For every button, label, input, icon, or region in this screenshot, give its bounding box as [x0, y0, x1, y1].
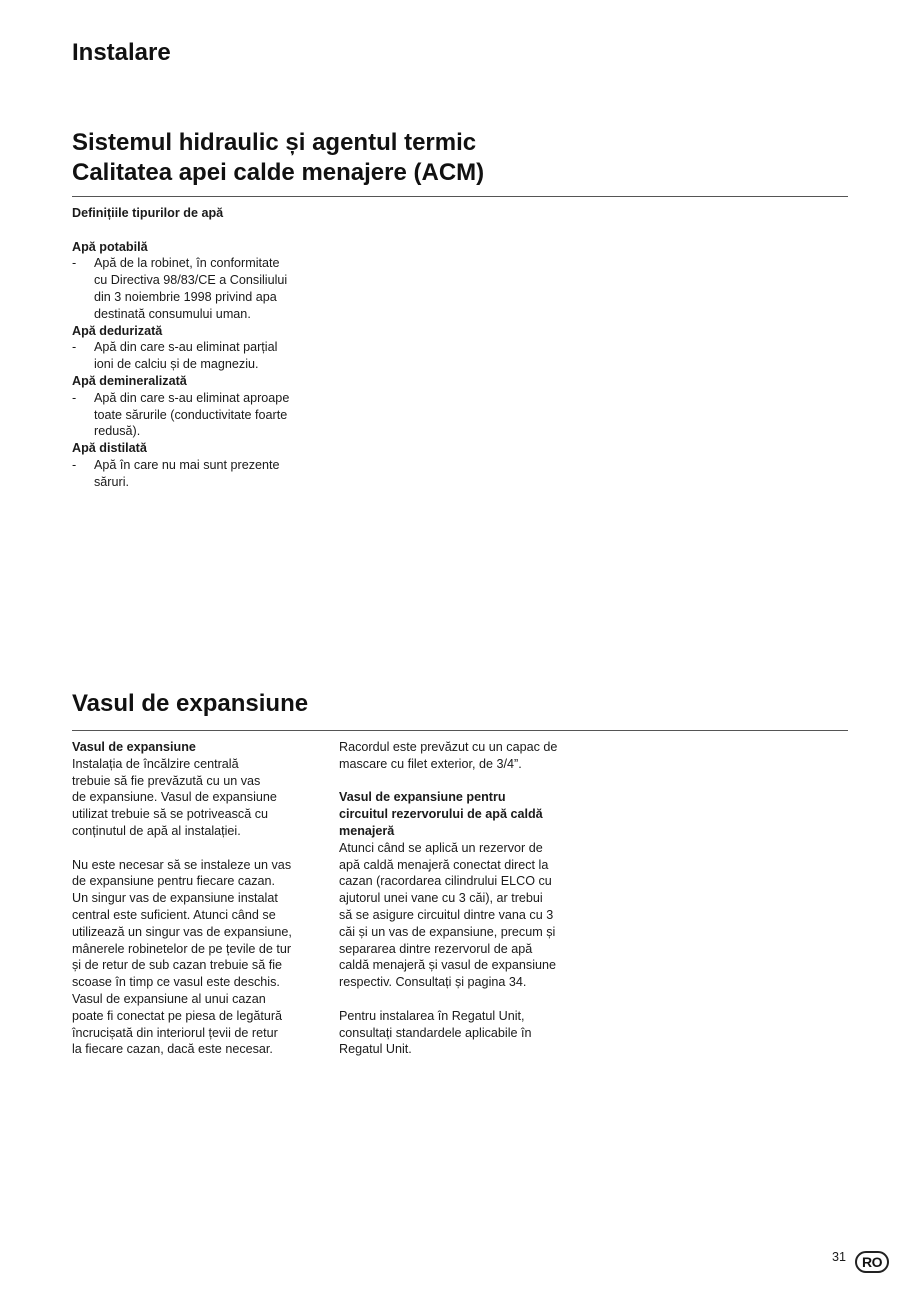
section-divider	[72, 730, 848, 731]
text-line: Regatul Unit.	[339, 1042, 412, 1057]
page-header-title: Instalare	[72, 39, 171, 66]
text-line: Vasul de expansiune pentru	[339, 790, 506, 805]
water-type-name: Apă distilată	[72, 441, 147, 456]
desc-line: Apă de la robinet, în conformitate	[94, 256, 280, 271]
section-title-hydraulic: Sistemul hidraulic și agentul termic	[72, 129, 477, 156]
text-line: utilizează un singur vas de expansiune,	[72, 924, 292, 939]
language-badge: RO	[855, 1251, 889, 1273]
text-line: Pentru instalarea în Regatul Unit,	[339, 1008, 525, 1023]
desc-line: săruri.	[94, 474, 129, 489]
section-title-water-quality: Calitatea apei calde menajere (ACM)	[72, 159, 485, 186]
text-line: ajutorul unei vane cu 3 căi), ar trebui	[339, 891, 543, 906]
text-line: Un singur vas de expansiune instalat	[72, 891, 278, 906]
desc-line: toate sărurile (conductivitate foarte	[94, 407, 288, 422]
expansion-column-right	[339, 739, 591, 1058]
section-divider	[72, 196, 848, 197]
list-dash: -	[72, 457, 77, 472]
paragraph	[72, 756, 324, 840]
text-line: să se asigure circuitul dintre vana cu 3	[339, 907, 554, 922]
text-line: consultați standardele aplicabile în	[339, 1025, 532, 1040]
desc-line: destinată consumului uman.	[94, 306, 251, 321]
text-line: căi și un vas de expansiune, precum și	[339, 924, 556, 939]
text-line: trebuie să fie prevăzută cu un vas	[72, 773, 261, 788]
text-line: caldă menajeră și vasul de expansiune	[339, 958, 557, 973]
text-line: respectiv. Consultați și pagina 34.	[339, 975, 527, 990]
text-line: Instalația de încălzire centrală	[72, 756, 239, 771]
text-line: la fiecare cazan, dacă este necesar.	[72, 1042, 273, 1057]
text-line: conținutul de apă al instalației.	[72, 823, 241, 838]
water-type-name: Apă potabilă	[72, 239, 148, 254]
text-line: încrucișată din interiorul țevii de retur	[72, 1025, 278, 1040]
water-type-description	[72, 255, 324, 322]
paragraph	[72, 857, 324, 1059]
expansion-heading: Vasul de expansiune	[72, 740, 196, 754]
text-line: Racordul este prevăzut cu un capac de	[339, 740, 558, 754]
text-line: cazan (racordarea cilindrului ELCO cu	[339, 874, 552, 889]
text-line: mascare cu filet exterior, de 3/4”.	[339, 756, 522, 771]
text-line: de expansiune. Vasul de expansiune	[72, 790, 277, 805]
text-line: utilizat trebuie să se potrivească cu	[72, 807, 269, 822]
paragraph	[339, 840, 591, 991]
text-line: poate fi conectat pe piesa de legătură	[72, 1008, 283, 1023]
text-line: apă caldă menajeră conectat direct la	[339, 857, 549, 872]
list-dash: -	[72, 256, 77, 271]
paragraph	[339, 739, 591, 773]
water-type-description	[72, 339, 324, 373]
desc-line: Apă din care s-au eliminat aproape	[94, 390, 290, 405]
text-line: mânerele robinetelor de pe țevile de tur	[72, 941, 292, 956]
desc-line: Apă în care nu mai sunt prezente	[94, 457, 280, 472]
water-type-name: Apă dedurizată	[72, 323, 163, 338]
text-line: Atunci când se aplică un rezervor de	[339, 840, 543, 855]
water-definitions-block	[72, 205, 324, 491]
desc-line: redusă).	[94, 424, 141, 439]
text-line: scoase în timp ce vasul este deschis.	[72, 975, 280, 990]
water-type-description	[72, 390, 324, 440]
water-definitions-subheading: Definițiile tipurilor de apă	[72, 206, 224, 220]
text-line: Vasul de expansiune al unui cazan	[72, 991, 266, 1006]
text-line: central este suficient. Atunci când se	[72, 907, 276, 922]
text-line: Nu este necesar să se instaleze un vas	[72, 857, 292, 872]
list-dash: -	[72, 390, 77, 405]
desc-line: din 3 noiembrie 1998 privind apa	[94, 289, 277, 304]
text-line: menajeră	[339, 823, 395, 838]
text-line: circuitul rezervorului de apă caldă	[339, 807, 543, 822]
paragraph	[339, 1008, 591, 1058]
text-line: și de retur de sub cazan trebuie să fie	[72, 958, 283, 973]
desc-line: ioni de calciu și de magneziu.	[94, 357, 259, 372]
page-number: 31	[832, 1250, 847, 1264]
list-dash: -	[72, 340, 77, 355]
expansion-column-left	[72, 739, 324, 1058]
dhw-expansion-heading	[339, 789, 591, 839]
water-type-name: Apă demineralizată	[72, 373, 187, 388]
water-type-description	[72, 457, 324, 491]
section-title-expansion-vessel: Vasul de expansiune	[72, 690, 309, 717]
desc-line: Apă din care s-au eliminat parțial	[94, 340, 278, 355]
desc-line: cu Directiva 98/83/CE a Consiliului	[94, 273, 288, 288]
text-line: separarea dintre rezervorul de apă	[339, 941, 533, 956]
text-line: de expansiune pentru fiecare cazan.	[72, 874, 276, 889]
